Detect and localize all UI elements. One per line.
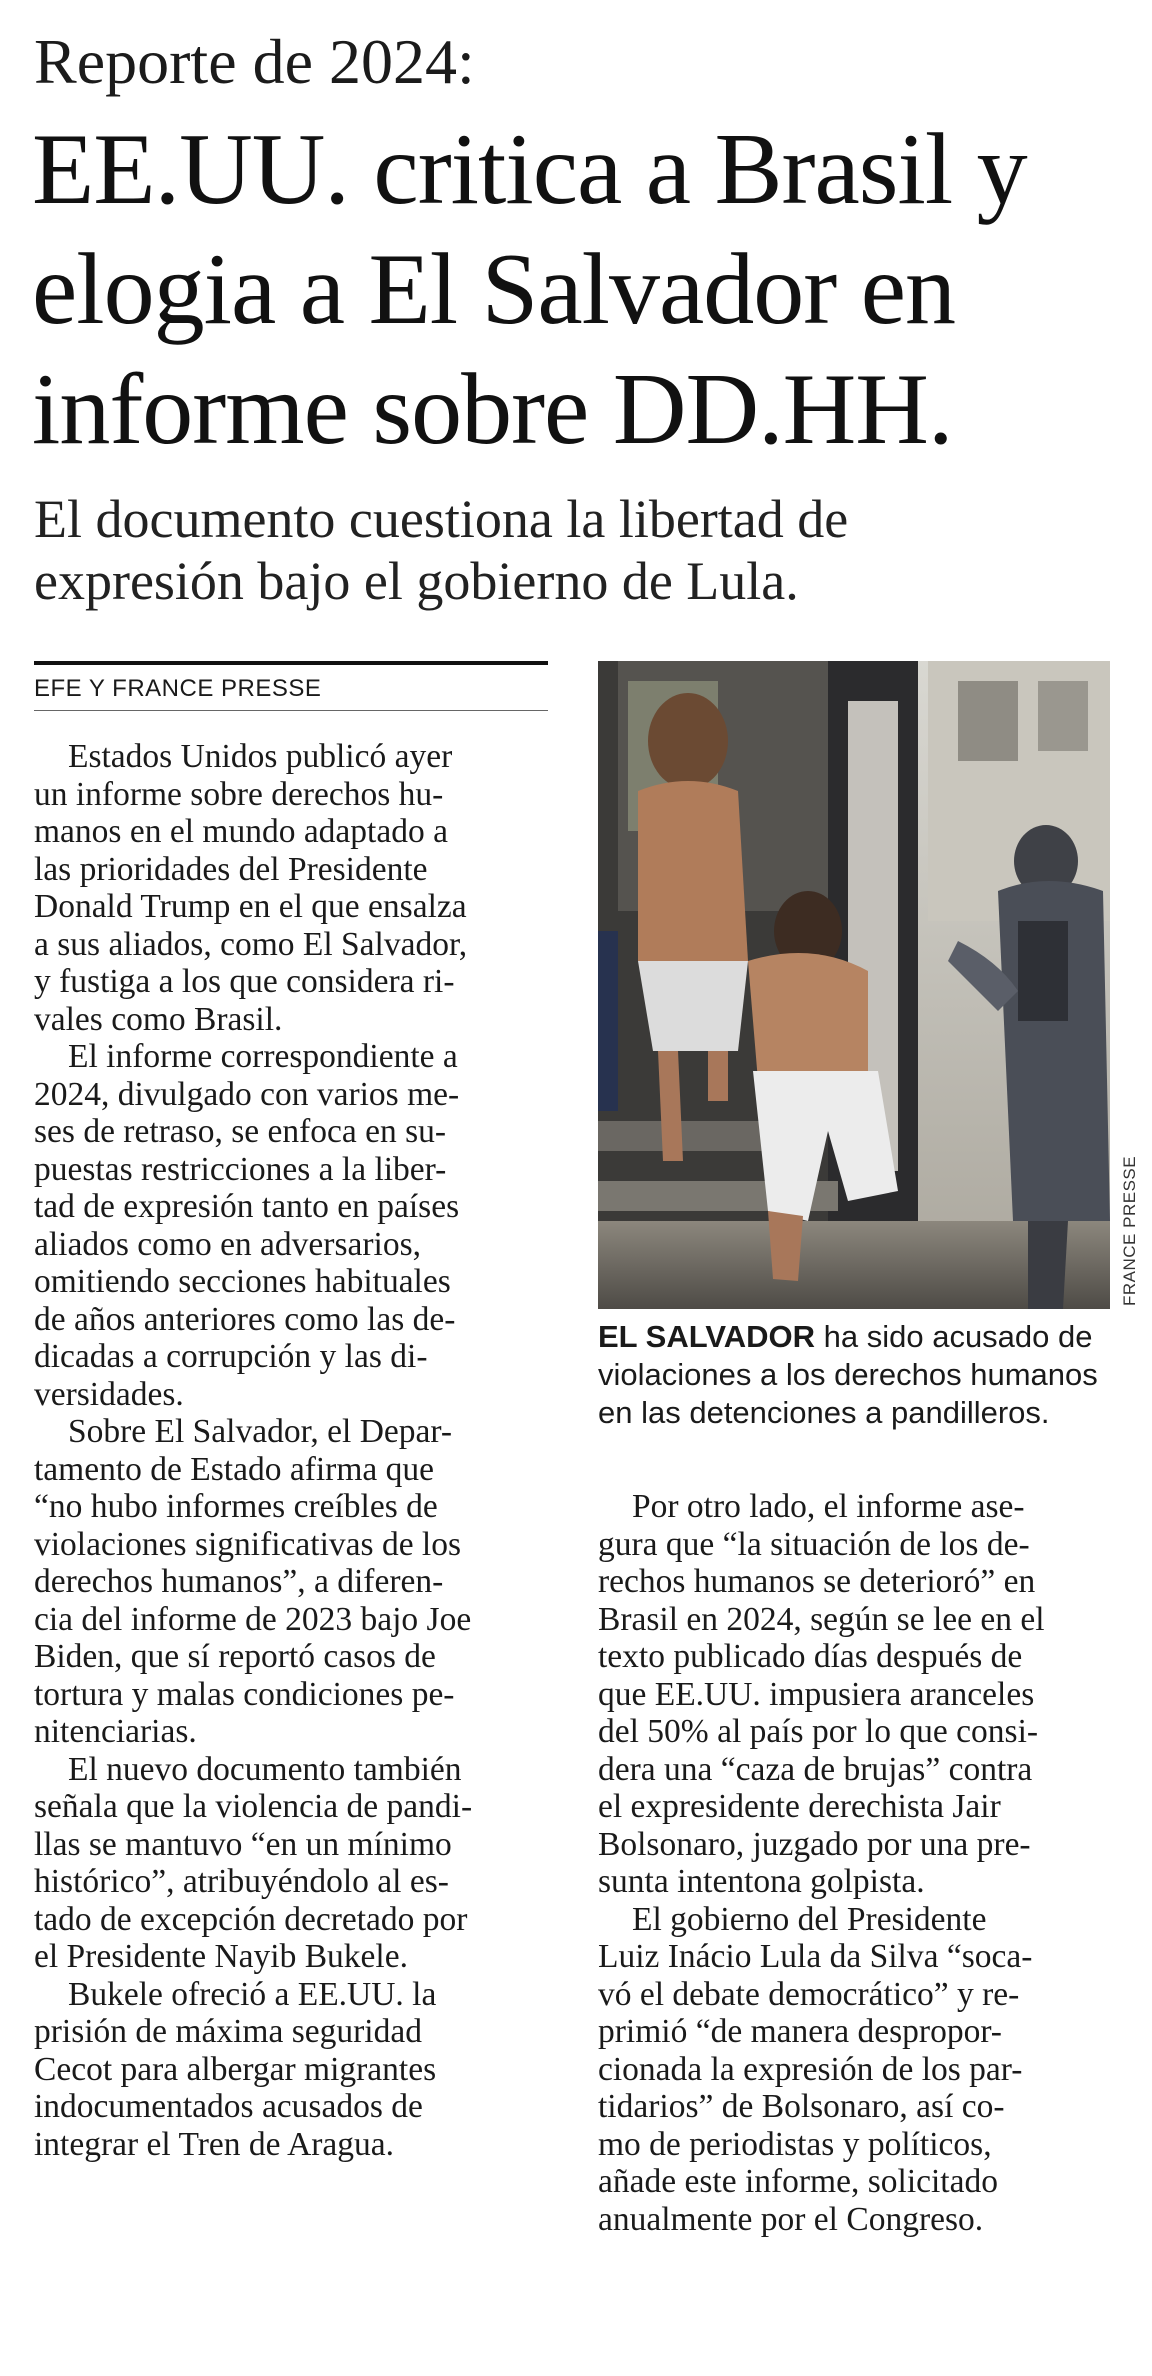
body-text-line: las prioridades del Presidente (34, 850, 428, 888)
caption-lead: EL SALVADOR (598, 1319, 816, 1354)
body-text-line: versidades. (34, 1375, 184, 1413)
headline (32, 110, 1132, 470)
body-text-line: llas se mantuvo “en un mínimo (34, 1825, 452, 1863)
body-text-line: sunta intentona golpista. (598, 1863, 925, 1900)
caption-text: ha sido acusado de (815, 1319, 1093, 1354)
body-text-line: tidarios” de Bolsonaro, así co- (598, 2088, 1005, 2125)
body-text-line: Cecot para albergar migrantes (34, 2050, 437, 2088)
body-text-line: Estados Unidos publicó ayer (68, 738, 453, 775)
body-text-line: tortura y malas condiciones pe- (34, 1675, 455, 1713)
byline: EFE Y FRANCE PRESSE (34, 675, 322, 702)
body-text-line: Brasil en 2024, según se lee en el (598, 1600, 1045, 1638)
body-text-line: cionada la expresión de los par- (598, 2050, 1023, 2088)
body-column-right (598, 1488, 1113, 2238)
body-text-line: integrar el Tren de Aragua. (34, 2125, 395, 2163)
body-text-line: que EE.UU. impusiera aranceles (598, 1675, 1035, 1713)
body-text-line: Biden, que sí reportó casos de (34, 1638, 436, 1675)
body-text-line: manos en el mundo adaptado a (34, 813, 448, 850)
byline-rule (34, 661, 548, 665)
caption-line (598, 1318, 1118, 1356)
body-text-line: puestas restricciones a la liber- (34, 1150, 447, 1188)
deck-line: El documento cuestiona la libertad de (34, 489, 849, 549)
body-text-line: el Presidente Nayib Bukele. (34, 1938, 408, 1975)
body-text-line: violaciones significativas de los (34, 1525, 462, 1563)
body-text-line: y fustiga a los que considera ri- (34, 963, 455, 1000)
body-text-line: prisión de máxima seguridad (34, 2013, 422, 2050)
body-text-line: señala que la violencia de pandi- (34, 1788, 473, 1825)
body-text-line: aliados como en adversarios, (34, 1225, 421, 1263)
body-text-line: rechos humanos se deterioró” en (598, 1563, 1036, 1600)
body-text-line: de años anteriores como las de- (34, 1300, 456, 1338)
body-text-line: un informe sobre derechos hu- (34, 775, 444, 813)
body-text-line: Sobre El Salvador, el Depar- (68, 1413, 453, 1450)
detention-photo-illustration (598, 661, 1110, 1309)
body-text-line: tamento de Estado afirma que (34, 1450, 434, 1488)
body-text-line: cia del informe de 2023 bajo Joe (34, 1600, 472, 1638)
news-photo (598, 661, 1110, 1309)
body-text-line: dicadas a corrupción y las di- (34, 1338, 428, 1375)
body-text-line: 2024, divulgado con varios me- (34, 1075, 460, 1113)
body-column-left (34, 738, 549, 2163)
headline-line: EE.UU. critica a Brasil y (32, 113, 1027, 226)
body-text-line: El informe correspondiente a (68, 1038, 458, 1075)
body-text-line: Luiz Inácio Lula da Silva “soca- (598, 1938, 1033, 1975)
body-text-line: Bukele ofreció a EE.UU. la (68, 1975, 437, 2013)
body-text-line: El nuevo documento también (68, 1750, 462, 1788)
body-text-line: añade este informe, solicitado (598, 2163, 998, 2200)
body-text-line: primió “de manera despropor- (598, 2013, 1002, 2050)
body-text-line: Donald Trump en el que ensalza (34, 888, 467, 925)
body-text-line: “no hubo informes creíbles de (34, 1488, 438, 1525)
body-text-line: mo de periodistas y políticos, (598, 2125, 992, 2163)
body-text-line: nitenciarias. (34, 1713, 197, 1750)
body-text-line: a sus aliados, como El Salvador, (34, 925, 468, 963)
body-text-line: tad de expresión tanto en países (34, 1188, 460, 1225)
body-text-line: El gobierno del Presidente (632, 1900, 987, 1938)
body-text-line: dera una “caza de brujas” contra (598, 1750, 1033, 1788)
body-text-line: del 50% al país por lo que consi- (598, 1713, 1039, 1750)
headline-line: informe sobre DD.HH. (32, 353, 953, 466)
body-text-line: gura que “la situación de los de- (598, 1525, 1030, 1563)
body-text-line: anualmente por el Congreso. (598, 2200, 984, 2238)
body-text-line: derechos humanos”, a diferen- (34, 1563, 444, 1600)
caption-line: violaciones a los derechos humanos (598, 1357, 1098, 1392)
deck-subtitle (34, 488, 1124, 612)
kicker: Reporte de 2024: (34, 26, 475, 97)
byline-rule (34, 710, 548, 711)
photo-caption (598, 1318, 1118, 1432)
headline-line: elogia a El Salvador en (32, 233, 955, 346)
body-text-line: Por otro lado, el informe ase- (632, 1488, 1025, 1525)
caption-line: en las detenciones a pandilleros. (598, 1395, 1050, 1430)
body-text-line: vó el debate democrático” y re- (598, 1975, 1020, 2013)
deck-line: expresión bajo el gobierno de Lula. (34, 551, 799, 611)
body-text-line: tado de excepción decretado por (34, 1900, 468, 1938)
body-text-line: omitiendo secciones habituales (34, 1263, 451, 1300)
photo-credit: FRANCE PRESSE (1120, 1155, 1139, 1306)
body-text-line: Bolsonaro, juzgado por una pre- (598, 1825, 1031, 1863)
body-text-line: indocumentados acusados de (34, 2088, 423, 2125)
body-text-line: ses de retraso, se enfoca en su- (34, 1113, 447, 1150)
body-text-line: texto publicado días después de (598, 1638, 1023, 1675)
body-text-line: vales como Brasil. (34, 1000, 283, 1038)
body-text-line: histórico”, atribuyéndolo al es- (34, 1863, 449, 1900)
body-text-line: el expresidente derechista Jair (598, 1788, 1001, 1825)
